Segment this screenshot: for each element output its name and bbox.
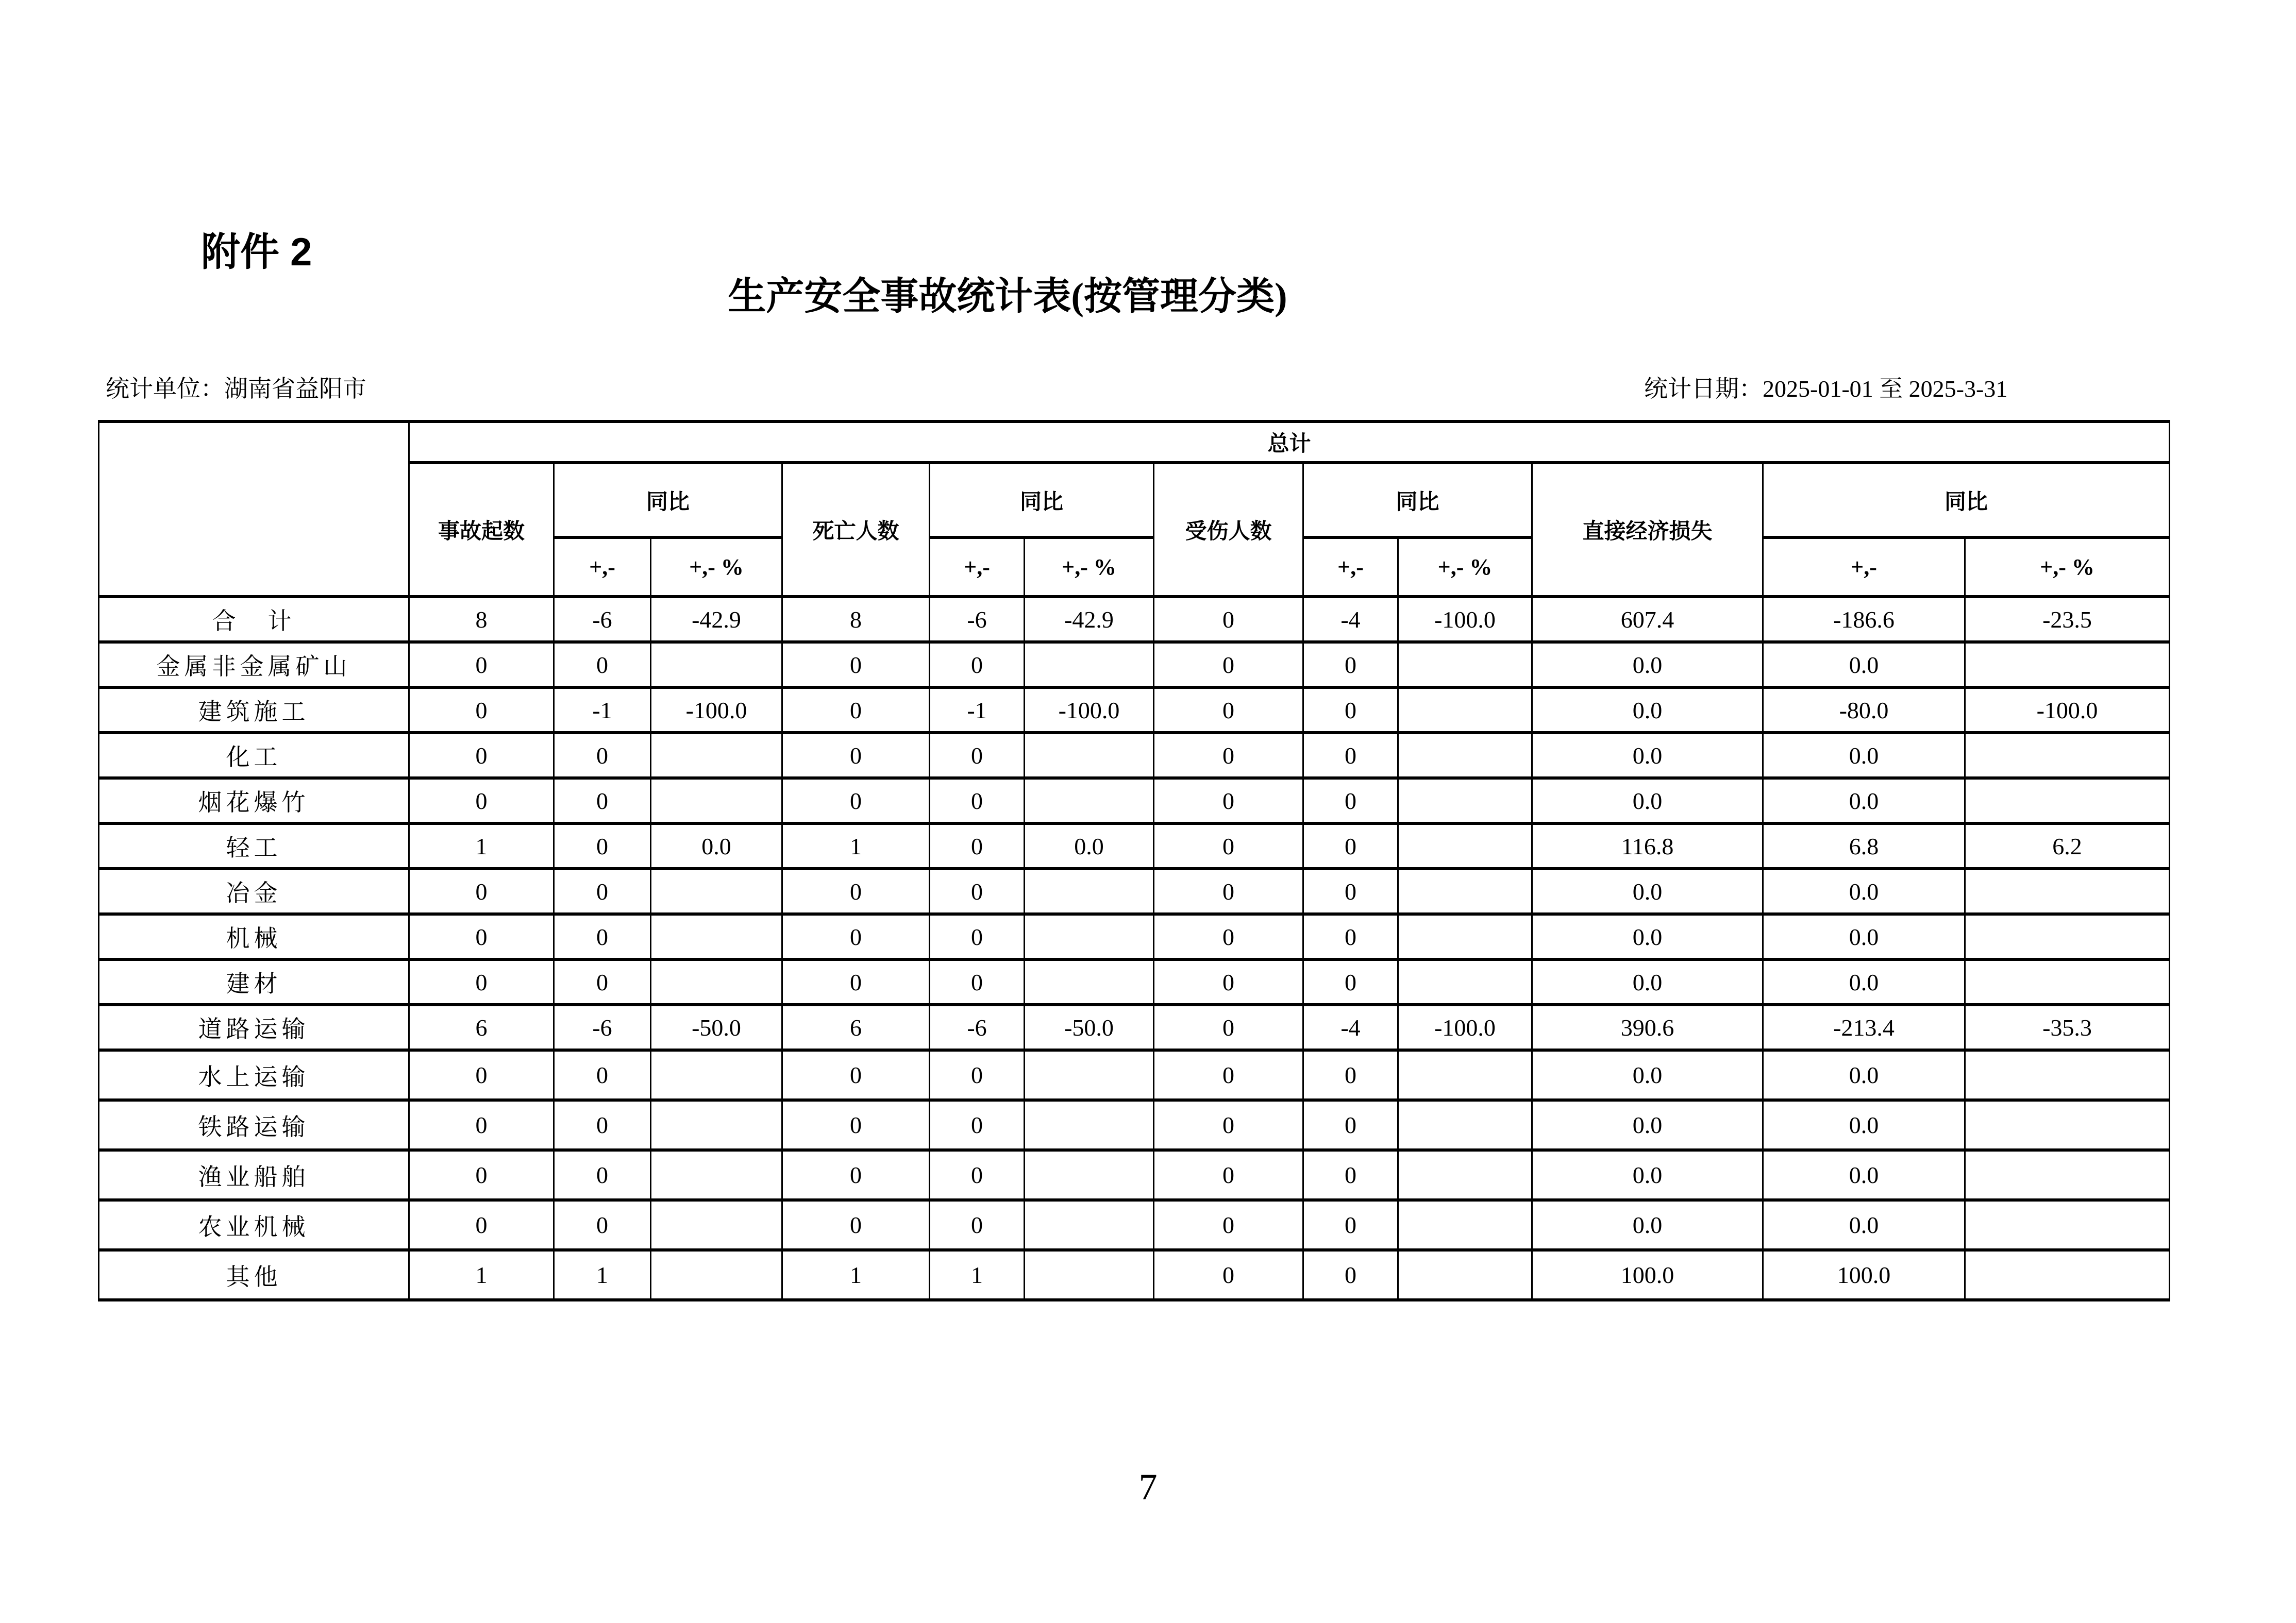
table-row (99, 1200, 2170, 1250)
value-cell: 0 (1303, 1200, 1398, 1250)
value-cell: 0.0 (1763, 733, 1965, 778)
value-cell: 8 (782, 597, 930, 642)
value-cell (1398, 823, 1532, 869)
header-yoy-loss: 同比 (1763, 463, 2170, 537)
value-cell: 0 (1154, 869, 1303, 914)
table-row (99, 687, 2170, 733)
row-label: 化工 (99, 733, 409, 778)
value-cell (1025, 733, 1154, 778)
header-injured-diff: +,- (1303, 537, 1398, 597)
value-cell: 0 (782, 1050, 930, 1100)
value-cell (1025, 1050, 1154, 1100)
value-cell: 0.0 (1532, 1200, 1763, 1250)
value-cell (1025, 869, 1154, 914)
row-label: 金属非金属矿山 (99, 642, 409, 687)
value-cell: -1 (554, 687, 651, 733)
value-cell: -6 (930, 597, 1025, 642)
value-cell: -35.3 (1965, 1005, 2170, 1050)
value-cell: -1 (930, 687, 1025, 733)
row-label: 建材 (99, 959, 409, 1005)
value-cell: 0.0 (1763, 642, 1965, 687)
value-cell (1965, 778, 2170, 823)
stat-unit-label: 统计单位：湖南省益阳市 (106, 376, 366, 402)
value-cell: 0 (930, 733, 1025, 778)
header-accidents-pct: +,- % (651, 537, 782, 597)
value-cell: 0 (554, 733, 651, 778)
value-cell (1025, 778, 1154, 823)
table-row (99, 733, 2170, 778)
value-cell: 0 (782, 778, 930, 823)
value-cell (1965, 869, 2170, 914)
row-label: 其他 (99, 1250, 409, 1300)
header-loss-pct: +,- % (1965, 537, 2170, 597)
value-cell: 0 (409, 687, 554, 733)
value-cell: -100.0 (1025, 687, 1154, 733)
table-row (99, 823, 2170, 869)
value-cell: 0 (554, 914, 651, 959)
value-cell: 0 (930, 823, 1025, 869)
value-cell (1398, 869, 1532, 914)
value-cell: 0 (782, 733, 930, 778)
value-cell: 0 (409, 778, 554, 823)
value-cell (1398, 1150, 1532, 1200)
header-deaths-diff: +,- (930, 537, 1025, 597)
value-cell: -6 (554, 1005, 651, 1050)
value-cell: 100.0 (1532, 1250, 1763, 1300)
value-cell: 1 (782, 1250, 930, 1300)
value-cell (651, 1050, 782, 1100)
value-cell: -100.0 (1398, 597, 1532, 642)
table-row (99, 869, 2170, 914)
value-cell (1965, 1100, 2170, 1150)
value-cell: 0 (930, 1150, 1025, 1200)
value-cell: 0 (409, 1050, 554, 1100)
value-cell: 0 (409, 914, 554, 959)
value-cell (651, 733, 782, 778)
value-cell: 0 (1154, 778, 1303, 823)
value-cell: -213.4 (1763, 1005, 1965, 1050)
value-cell: 0 (409, 959, 554, 1005)
value-cell: 0 (409, 642, 554, 687)
value-cell: 0.0 (651, 823, 782, 869)
value-cell: -80.0 (1763, 687, 1965, 733)
value-cell (1025, 1200, 1154, 1250)
value-cell: 0 (782, 914, 930, 959)
table-row (99, 778, 2170, 823)
value-cell: 0.0 (1532, 914, 1763, 959)
value-cell (1398, 778, 1532, 823)
value-cell: -50.0 (651, 1005, 782, 1050)
value-cell: 0 (409, 1200, 554, 1250)
value-cell: 0 (930, 914, 1025, 959)
header-yoy-deaths: 同比 (930, 463, 1154, 537)
value-cell: 6 (409, 1005, 554, 1050)
header-injured-pct: +,- % (1398, 537, 1532, 597)
statistics-table (98, 420, 2170, 1301)
value-cell (651, 914, 782, 959)
value-cell: 0.0 (1532, 1150, 1763, 1200)
value-cell: 0 (1154, 1100, 1303, 1150)
page-title: 生产安全事故统计表(按管理分类) (728, 276, 1287, 318)
value-cell: 0 (409, 869, 554, 914)
stat-date-label: 统计日期：2025-01-01 至 2025-3-31 (1644, 376, 2008, 402)
value-cell (1398, 914, 1532, 959)
value-cell: 0 (1303, 823, 1398, 869)
attachment-label: 附件 2 (201, 230, 312, 274)
value-cell: 0 (930, 1200, 1025, 1250)
value-cell: 0 (1303, 687, 1398, 733)
value-cell: 0 (1303, 914, 1398, 959)
value-cell (1025, 642, 1154, 687)
value-cell: 0.0 (1532, 1050, 1763, 1100)
header-accident-count: 事故起数 (409, 463, 554, 597)
value-cell (1398, 687, 1532, 733)
value-cell: 1 (782, 823, 930, 869)
value-cell: -6 (930, 1005, 1025, 1050)
value-cell (651, 869, 782, 914)
value-cell: 0 (554, 823, 651, 869)
value-cell: 0 (554, 1150, 651, 1200)
value-cell: 0.0 (1763, 1150, 1965, 1200)
value-cell (651, 1150, 782, 1200)
value-cell: 0 (1154, 597, 1303, 642)
value-cell: 0.0 (1532, 959, 1763, 1005)
value-cell: 0 (554, 1050, 651, 1100)
value-cell: 0 (1154, 687, 1303, 733)
header-row-groups (99, 463, 2170, 537)
row-label: 冶金 (99, 869, 409, 914)
value-cell (1398, 959, 1532, 1005)
value-cell: 0 (782, 1150, 930, 1200)
value-cell: 0 (1154, 733, 1303, 778)
value-cell (651, 642, 782, 687)
value-cell (1398, 642, 1532, 687)
value-cell: 0 (1154, 1200, 1303, 1250)
value-cell: 0 (782, 959, 930, 1005)
header-yoy-accidents: 同比 (554, 463, 782, 537)
value-cell: -186.6 (1763, 597, 1965, 642)
value-cell: 0 (554, 869, 651, 914)
value-cell (1398, 1250, 1532, 1300)
value-cell: 1 (930, 1250, 1025, 1300)
value-cell: 1 (409, 823, 554, 869)
row-label: 农业机械 (99, 1200, 409, 1250)
value-cell: 6.8 (1763, 823, 1965, 869)
value-cell: 0 (554, 778, 651, 823)
value-cell (1398, 1100, 1532, 1150)
value-cell: -4 (1303, 597, 1398, 642)
value-cell (651, 1250, 782, 1300)
value-cell: 0 (930, 1050, 1025, 1100)
value-cell (1965, 959, 2170, 1005)
value-cell: 0 (1303, 1150, 1398, 1200)
value-cell (1025, 1100, 1154, 1150)
header-deaths: 死亡人数 (782, 463, 930, 597)
table-header (99, 421, 2170, 597)
row-label: 渔业船舶 (99, 1150, 409, 1200)
value-cell: 0 (1154, 959, 1303, 1005)
value-cell: 0 (930, 1100, 1025, 1150)
value-cell: 607.4 (1532, 597, 1763, 642)
table-body (99, 597, 2170, 1300)
value-cell: 0 (554, 959, 651, 1005)
value-cell: 0.0 (1763, 914, 1965, 959)
value-cell: 0 (1303, 869, 1398, 914)
header-row-total (99, 421, 2170, 463)
header-accidents-diff: +,- (554, 537, 651, 597)
value-cell (1025, 959, 1154, 1005)
value-cell: 0 (554, 642, 651, 687)
value-cell: 0 (1154, 1250, 1303, 1300)
value-cell (1965, 1150, 2170, 1200)
value-cell: -42.9 (651, 597, 782, 642)
value-cell: 0 (1154, 1050, 1303, 1100)
value-cell: 6.2 (1965, 823, 2170, 869)
value-cell: 0 (1303, 1100, 1398, 1150)
value-cell: -4 (1303, 1005, 1398, 1050)
header-economic-loss: 直接经济损失 (1532, 463, 1763, 597)
value-cell: 0.0 (1532, 1100, 1763, 1150)
value-cell: 1 (409, 1250, 554, 1300)
value-cell: 0.0 (1763, 869, 1965, 914)
value-cell (1398, 733, 1532, 778)
table-row (99, 642, 2170, 687)
value-cell: 0 (1303, 778, 1398, 823)
value-cell: 0 (1154, 642, 1303, 687)
header-total: 总计 (409, 421, 2170, 463)
value-cell (651, 778, 782, 823)
value-cell: 0 (1154, 1005, 1303, 1050)
value-cell: 0 (1154, 823, 1303, 869)
value-cell: -100.0 (1965, 687, 2170, 733)
value-cell: -23.5 (1965, 597, 2170, 642)
value-cell: 0 (1303, 1050, 1398, 1100)
value-cell: 0 (1154, 1150, 1303, 1200)
value-cell (1965, 733, 2170, 778)
header-deaths-pct: +,- % (1025, 537, 1154, 597)
row-label: 合 计 (99, 597, 409, 642)
value-cell (1398, 1050, 1532, 1100)
header-injured: 受伤人数 (1154, 463, 1303, 597)
corner-cell (99, 421, 409, 597)
value-cell: 0 (930, 642, 1025, 687)
table-row (99, 1005, 2170, 1050)
value-cell: -42.9 (1025, 597, 1154, 642)
value-cell: 0 (782, 687, 930, 733)
value-cell: 6 (782, 1005, 930, 1050)
value-cell: 0.0 (1532, 642, 1763, 687)
value-cell: 0 (409, 1100, 554, 1150)
value-cell: 0.0 (1532, 778, 1763, 823)
table-row (99, 597, 2170, 642)
value-cell (651, 1100, 782, 1150)
table-row (99, 1150, 2170, 1200)
value-cell: 390.6 (1532, 1005, 1763, 1050)
value-cell: -6 (554, 597, 651, 642)
value-cell: 0 (1154, 914, 1303, 959)
value-cell: 0 (409, 1150, 554, 1200)
value-cell: 0 (930, 869, 1025, 914)
page-number: 7 (1138, 1466, 1158, 1508)
table-row (99, 1250, 2170, 1300)
value-cell: 0 (1303, 1250, 1398, 1300)
value-cell: 0 (782, 1100, 930, 1150)
value-cell: 0.0 (1763, 1050, 1965, 1100)
value-cell: 0 (554, 1100, 651, 1150)
value-cell: 0 (554, 1200, 651, 1250)
header-loss-diff: +,- (1763, 537, 1965, 597)
value-cell: 0 (1303, 733, 1398, 778)
row-label: 轻工 (99, 823, 409, 869)
value-cell: 0 (930, 778, 1025, 823)
value-cell (1965, 914, 2170, 959)
value-cell: 1 (554, 1250, 651, 1300)
value-cell (1398, 1200, 1532, 1250)
value-cell: 0.0 (1532, 733, 1763, 778)
value-cell (1965, 1200, 2170, 1250)
table-row (99, 959, 2170, 1005)
value-cell: 0 (782, 1200, 930, 1250)
value-cell (1025, 1250, 1154, 1300)
value-cell: 0 (409, 733, 554, 778)
value-cell (1965, 1050, 2170, 1100)
value-cell: 0.0 (1763, 1200, 1965, 1250)
value-cell: 8 (409, 597, 554, 642)
value-cell: 0 (782, 642, 930, 687)
value-cell: 0 (782, 869, 930, 914)
value-cell: -50.0 (1025, 1005, 1154, 1050)
value-cell: -100.0 (651, 687, 782, 733)
value-cell: 0.0 (1763, 959, 1965, 1005)
value-cell: 0 (1303, 959, 1398, 1005)
value-cell (651, 959, 782, 1005)
value-cell: 116.8 (1532, 823, 1763, 869)
value-cell: 0.0 (1532, 869, 1763, 914)
value-cell: 0.0 (1763, 1100, 1965, 1150)
value-cell: -100.0 (1398, 1005, 1532, 1050)
row-label: 机械 (99, 914, 409, 959)
value-cell: 100.0 (1763, 1250, 1965, 1300)
value-cell (1965, 642, 2170, 687)
value-cell: 0 (930, 959, 1025, 1005)
value-cell: 0 (1303, 642, 1398, 687)
row-label: 道路运输 (99, 1005, 409, 1050)
table-row (99, 1050, 2170, 1100)
row-label: 铁路运输 (99, 1100, 409, 1150)
value-cell (1965, 1250, 2170, 1300)
row-label: 水上运输 (99, 1050, 409, 1100)
value-cell (1025, 1150, 1154, 1200)
table-row (99, 914, 2170, 959)
value-cell (1025, 914, 1154, 959)
value-cell: 0.0 (1532, 687, 1763, 733)
row-label: 烟花爆竹 (99, 778, 409, 823)
table-row (99, 1100, 2170, 1150)
header-yoy-injured: 同比 (1303, 463, 1532, 537)
value-cell (651, 1200, 782, 1250)
value-cell: 0.0 (1763, 778, 1965, 823)
value-cell: 0.0 (1025, 823, 1154, 869)
row-label: 建筑施工 (99, 687, 409, 733)
